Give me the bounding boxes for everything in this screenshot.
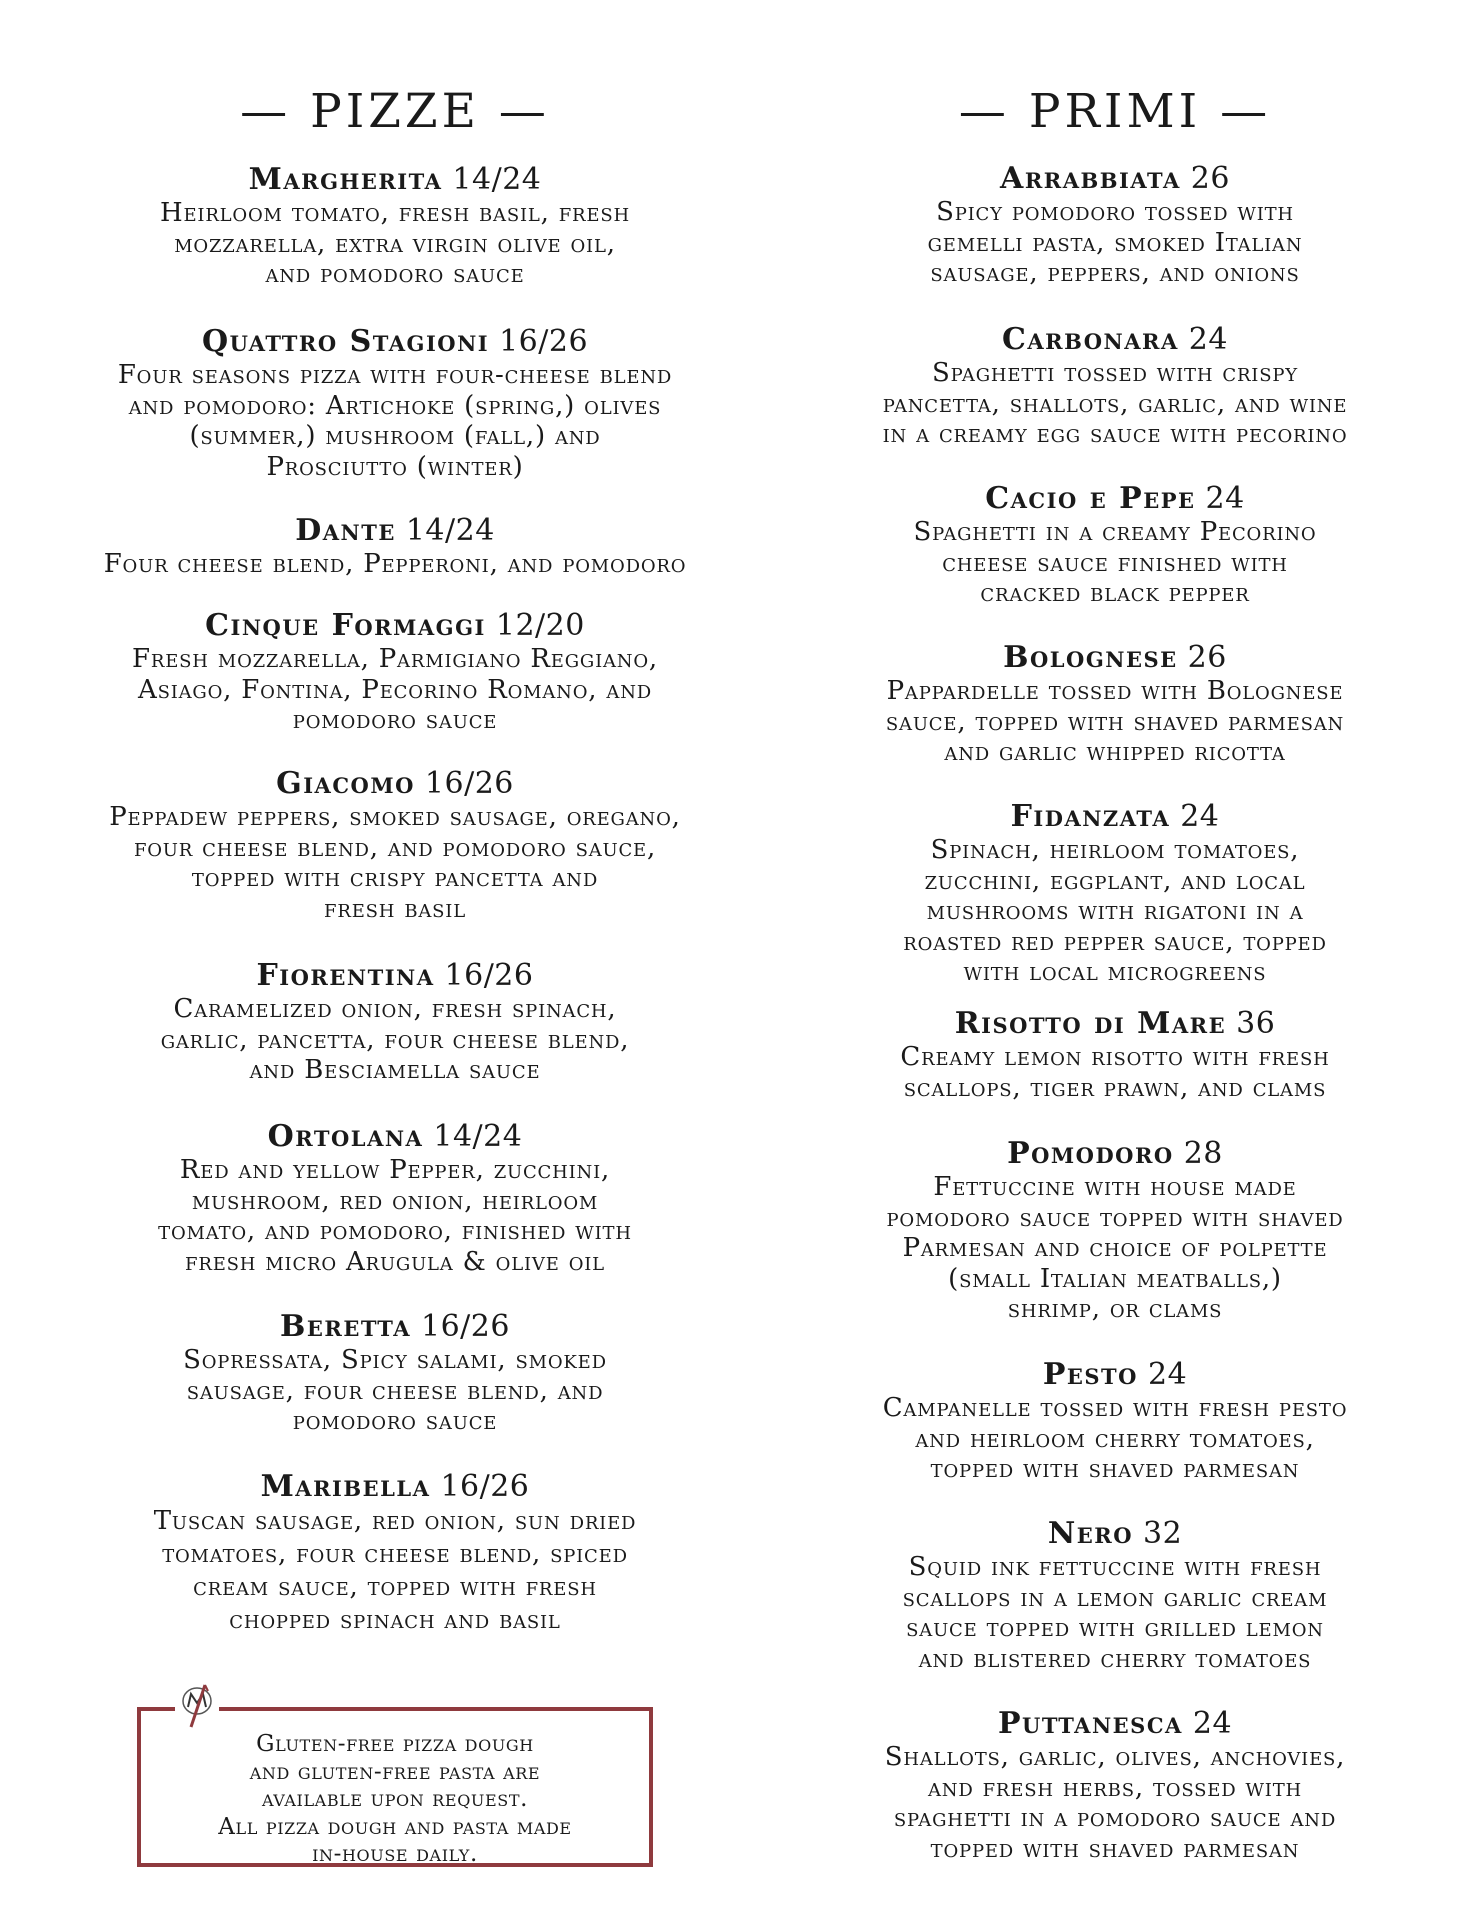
- item-name: Fidanzata: [1010, 799, 1171, 834]
- menu-item: [845, 1516, 1385, 1674]
- item-name: Giacomo: [276, 766, 415, 801]
- item-header: [845, 481, 1385, 517]
- item-price: 12/20: [495, 608, 585, 643]
- item-description: Peppadew peppers, smoked sausage, oregano, four cheese blend, and pomodoro sauce, topped with crispy pancetta and fresh basil: [109, 802, 681, 924]
- menu-item: [85, 766, 705, 924]
- item-price: 24: [1147, 1357, 1188, 1392]
- item-name: Nero: [1047, 1516, 1133, 1551]
- item-header: [845, 1136, 1385, 1172]
- item-price: 28: [1183, 1136, 1223, 1171]
- item-name: Pomodoro: [1007, 1136, 1174, 1171]
- item-description: Four seasons pizza with four-cheese blend and pomodoro: Artichoke (spring,) olives (summer,) mushroom (fall,) and Prosciutto (winter): [117, 360, 673, 482]
- item-name: Beretta: [280, 1309, 411, 1344]
- item-price: 26: [1190, 161, 1230, 196]
- item-header: [85, 608, 705, 644]
- item-description: Squid ink fettuccine with fresh scallops in a lemon garlic cream sauce topped with grilled lemon and blistered cherry tomatoes: [902, 1552, 1328, 1674]
- item-name: Quattro Stagioni: [201, 324, 490, 359]
- item-description: Fettuccine with house made pomodoro sauce topped with shaved Parmesan and choice of polpette (small Italian meatballs,) shrimp, or clams: [886, 1172, 1344, 1324]
- item-price: 16/26: [444, 958, 534, 993]
- item-price: 26: [1187, 640, 1227, 675]
- menu-item: [85, 608, 705, 736]
- item-header: [85, 513, 705, 549]
- item-description: Caramelized onion, fresh spinach, garlic, pancetta, four cheese blend, and Besciamella sauce: [160, 994, 630, 1085]
- item-price: 16/26: [440, 1469, 530, 1504]
- item-header: [845, 640, 1385, 676]
- item-description: Campanelle tossed with fresh pesto and heirloom cherry tomatoes, topped with shaved parmesan: [882, 1393, 1348, 1484]
- menu-item: [845, 1006, 1385, 1103]
- item-description: Tuscan sausage, red onion, sun dried tomatoes, four cheese blend, spiced cream sauce, topped with fresh chopped spinach and basil: [153, 1506, 637, 1635]
- menu-item: [845, 640, 1385, 768]
- item-name: Cacio e Pepe: [985, 481, 1196, 516]
- item-header: [85, 1119, 705, 1155]
- item-name: Maribella: [260, 1469, 431, 1504]
- item-name: Arrabbiata: [1000, 161, 1181, 196]
- notice-text: Gluten-free pizza dough and gluten-free pasta are available upon request. All pizza dough and pasta made in-house daily.: [218, 1731, 572, 1867]
- item-name: Puttanesca: [997, 1706, 1183, 1741]
- item-price: 24: [1192, 1706, 1233, 1741]
- item-price: 24: [1205, 481, 1245, 516]
- menu-item: [845, 1136, 1385, 1325]
- item-name: Carbonara: [1002, 322, 1179, 357]
- item-price: 36: [1236, 1006, 1276, 1041]
- menu-item: [845, 322, 1385, 450]
- primi-title: — PRIMI —: [958, 84, 1272, 139]
- item-description: Four cheese blend, Pepperoni, and pomodoro: [103, 549, 687, 579]
- item-header: [845, 322, 1385, 358]
- item-name: Margherita: [248, 162, 443, 197]
- item-header: [85, 162, 705, 198]
- item-header: [845, 799, 1385, 835]
- item-description: Spaghetti in a creamy Pecorino cheese sauce finished with cracked black pepper: [913, 517, 1317, 608]
- item-header: [85, 1469, 705, 1505]
- item-header: [845, 1516, 1385, 1552]
- item-price: 16/26: [421, 1309, 510, 1344]
- menu-item: [85, 1309, 705, 1437]
- item-header: [85, 958, 705, 994]
- item-header: [845, 1706, 1385, 1742]
- restaurant-logo-icon: [175, 1679, 219, 1731]
- menu-item: [845, 481, 1385, 609]
- item-header: [845, 161, 1385, 197]
- item-price: 24: [1188, 322, 1228, 357]
- menu-item: [85, 958, 705, 1086]
- item-name: Dante: [295, 513, 396, 548]
- item-name: Cinque Formaggi: [205, 608, 486, 643]
- item-header: [85, 1309, 705, 1345]
- item-description: Shallots, garlic, olives, anchovies, and fresh herbs, tossed with spaghetti in a pomodoro sauce and topped with shaved parmesan: [884, 1742, 1346, 1864]
- item-description: Creamy lemon risotto with fresh scallops, tiger prawn, and clams: [900, 1042, 1330, 1103]
- menu-item: [85, 513, 705, 580]
- item-name: Ortolana: [267, 1119, 424, 1154]
- item-header: [845, 1006, 1385, 1042]
- item-price: 16/26: [499, 324, 589, 359]
- item-description: Sopressata, Spicy salami, smoked sausage, four cheese blend, and pomodoro sauce: [183, 1345, 607, 1436]
- menu-item: [85, 324, 705, 482]
- gluten-free-notice: [137, 1707, 653, 1867]
- item-description: Fresh mozzarella, Parmigiano Reggiano, Asiago, Fontina, Pecorino Romano, and pomodoro sauce: [132, 644, 658, 735]
- item-header: [85, 324, 705, 360]
- item-description: Spinach, heirloom tomatoes, zucchini, eggplant, and local mushrooms with rigatoni in a roasted red pepper sauce, topped with local microgreens: [903, 835, 1327, 987]
- item-description: Pappardelle tossed with Bolognese sauce, topped with shaved parmesan and garlic whipped ricotta: [885, 676, 1345, 767]
- item-header: [845, 1357, 1385, 1393]
- menu-item: [845, 799, 1385, 988]
- menu-item: [85, 1119, 705, 1277]
- item-description: Red and yellow Pepper, zucchini, mushroom, red onion, heirloom tomato, and pomodoro, finished with fresh micro Arugula & olive oil: [158, 1155, 632, 1277]
- item-price: 24: [1180, 799, 1220, 834]
- item-description: Spaghetti tossed with crispy pancetta, shallots, garlic, and wine in a creamy egg sauce with pecorino: [882, 358, 1348, 449]
- item-name: Pesto: [1042, 1357, 1138, 1392]
- item-price: 14/24: [405, 513, 495, 548]
- pizze-title: — PIZZE —: [240, 84, 550, 139]
- item-name: Bolognese: [1003, 640, 1178, 675]
- item-description: Spicy pomodoro tossed with gemelli pasta, smoked Italian sausage, peppers, and onions: [927, 197, 1303, 288]
- menu-item: [845, 1706, 1385, 1864]
- menu-item: [845, 161, 1385, 289]
- menu-item: [85, 162, 705, 290]
- menu-item: [85, 1469, 705, 1637]
- item-price: 14/24: [433, 1119, 523, 1154]
- item-header: [85, 766, 705, 802]
- menu-item: [845, 1357, 1385, 1485]
- item-name: Fiorentina: [256, 958, 435, 993]
- item-price: 14/24: [452, 162, 542, 197]
- item-name: Risotto di Mare: [954, 1006, 1227, 1041]
- item-price: 16/26: [424, 766, 514, 801]
- item-price: 32: [1143, 1516, 1183, 1551]
- item-description: Heirloom tomato, fresh basil, fresh mozzarella, extra virgin olive oil, and pomodoro sauce: [160, 198, 630, 289]
